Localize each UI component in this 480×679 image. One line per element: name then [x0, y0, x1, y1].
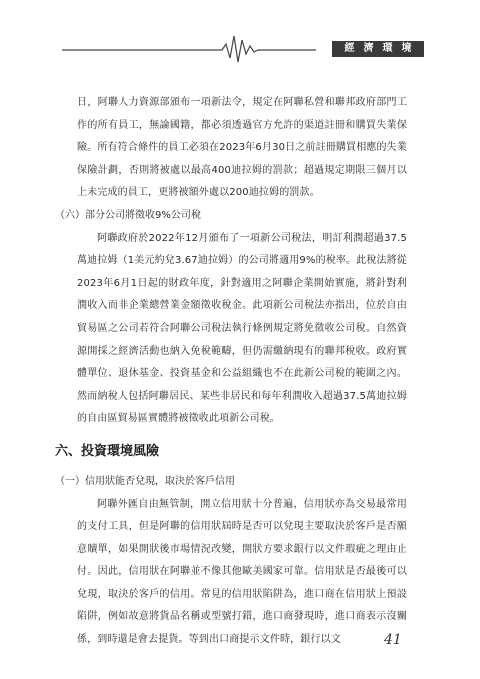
heartbeat-line-icon	[0, 0, 480, 70]
page-number: 41	[384, 632, 402, 648]
section-heading-investment-risk: 六、投資環境風險	[55, 443, 160, 459]
paragraph-unemployment-insurance: 日，阿聯人力資源部頒布一項新法令，規定在阿聯私營和聯邦政府部門工作的所有員工，無論國籍，都必須透過官方允許的渠道註冊和購買失業保險。所有符合條件的員工必須在2023年6月30日之前註冊購買相應的失業保險計劃，否則將被處以最高400迪拉姆的罰款；超過規定期限三個月以上未完成的員工，更將被額外處以200迪拉姆的罰款。	[77, 97, 407, 199]
subheading-letter-of-credit: （一）信用狀能否兌現，取決於客戶信用	[55, 475, 235, 487]
subheading-corporate-tax: （六）部分公司將徵收9%公司稅	[55, 209, 201, 221]
page-header	[0, 0, 480, 70]
paragraph-letter-of-credit: 阿聯外匯自由無管制，開立信用狀十分普遍，信用狀亦為交易最常用的支付工具，但是阿聯的信用狀屆時是否可以兌現主要取決於客戶是否願意贖單，如果開狀後市場情況改變，開狀方要求銀行以文件瑕疵之理由止付。因此，信用狀在阿聯並不像其他歐美國家可靠。信用狀是否最後可以兌現，取決於客戶的信用。常見的信用狀陷阱為，進口商在信用狀上預設陷阱，例如故意將貨品名稱或型號打錯，進口商發現時，進口商表示沒關係，到時還是會去提貨。等到出口商提示文件時，銀行以文	[77, 498, 407, 646]
paragraph-corporate-tax: 阿聯政府於2022年12月頒布了一項新公司稅法，明訂利潤超過37.5萬迪拉姆（1美元約兌3.67迪拉姆）的公司將適用9%的稅率。此稅法將從2023年6月1日起的財政年度，針對適用之阿聯企業開始實施，將針對利潤收入而非企業總營業金額徵收稅金。此項新公司稅法亦指出，位於自由貿易區之公司若符合阿聯公司稅法執行條例規定將免徵收公司稅。自然資源開採之經濟活動也納入免稅範疇，但仍需繳納現有的聯邦稅收。政府實體單位、退休基金、投資基金和公益組織也不在此新公司稅的範圍之內。然而納稅人包括阿聯居民、某些非居民和每年利潤收入超過37.5萬迪拉姆的自由區貿易區實體將被徵收此項新公司稅。	[77, 232, 407, 425]
header-title: 經濟環境	[332, 41, 424, 57]
page-body	[55, 92, 407, 652]
